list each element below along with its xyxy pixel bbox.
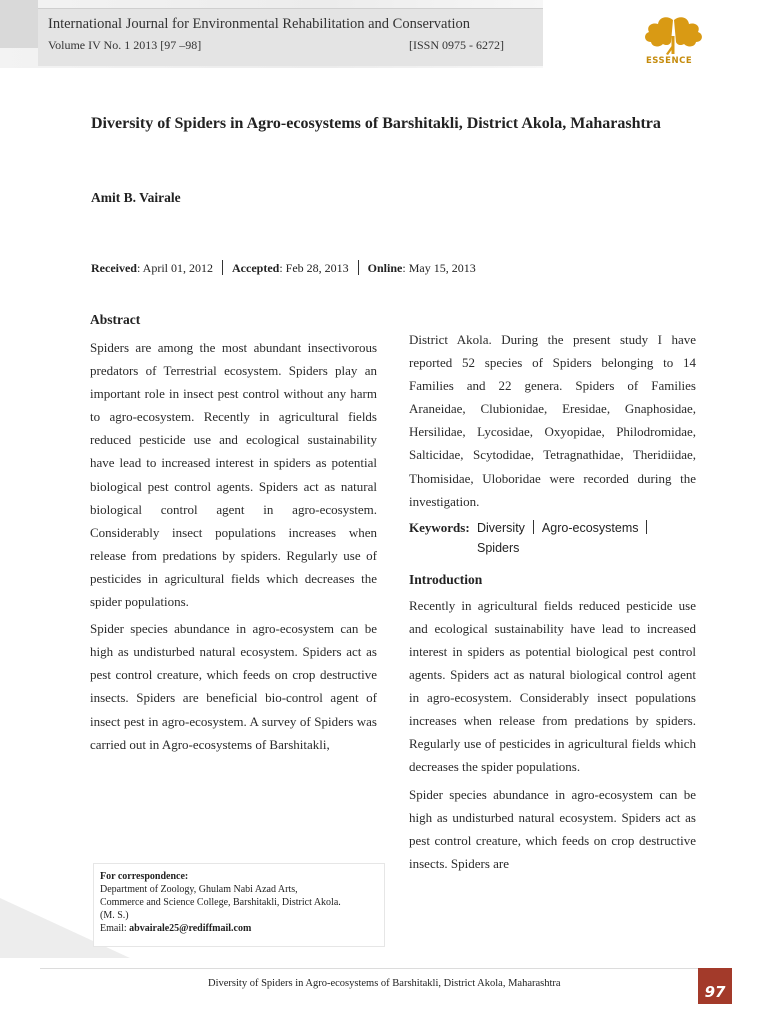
leaf-icon	[645, 17, 702, 55]
keywords-label: Keywords:	[409, 519, 470, 535]
introduction-heading: Introduction	[409, 571, 483, 587]
received-date: : April 01, 2012	[136, 261, 213, 275]
keyword: Agro-ecosystems	[541, 520, 639, 535]
footer-divider	[40, 968, 732, 969]
abstract-paragraph-3: District Akola. During the present study I have reported 52 species of Spiders belonging to 14 Families and 22 genera. Spiders of Families Araneidae, Clubionidae, Eresidae, Gnaphosidae, Hersilidae, Lycosidae, Oxyopidae, Philodromidae, Salticidae, Scytodidae, Tetragnathidae, Theridiidae, Thomisidae, Uloboridae were recorded during the investigation.	[409, 332, 696, 509]
keyword-separator	[646, 520, 647, 534]
article-author: Amit B. Vairale	[91, 190, 181, 205]
keywords-list	[477, 518, 655, 558]
online-date: : May 15, 2013	[402, 261, 476, 275]
journal-issn: [ISSN 0975 - 6272]	[409, 38, 504, 52]
online-label: Online	[367, 261, 403, 275]
introduction-paragraph-1: Recently in agricultural fields reduced pesticide use and ecological sustainability have lead to increased interest in spiders as potential biological pest control agents. Spiders act as natural biological control agent in agro-ecosystem. Considerably insect populations increases when release from predations by spiders. Regularly use of pesticides in agricultural fields which decreases the spider populations.	[409, 597, 696, 775]
keyword-separator	[533, 520, 534, 534]
email-label: Email:	[100, 923, 130, 934]
page-number: 97	[698, 968, 732, 1004]
journal-name: International Journal for Environmental Rehabilitation and Conservation	[48, 16, 471, 32]
keyword: Spiders	[477, 540, 520, 555]
left-column	[90, 310, 377, 756]
keyword: Diversity	[477, 520, 525, 535]
date-separator	[222, 260, 223, 275]
date-separator	[358, 260, 359, 275]
correspondence-line: (M. S.)	[100, 910, 129, 921]
article-dates	[91, 260, 476, 276]
received-label: Received	[91, 261, 137, 275]
correspondence-line: Department of Zoology, Ghulam Nabi Azad Arts,	[100, 884, 298, 895]
correspondence-email-row	[100, 922, 378, 935]
running-title: Diversity of Spiders in Agro-ecosystems of Barshitakli, District Akola, Maharashtra	[208, 978, 561, 989]
right-column	[409, 328, 696, 875]
journal-volume: Volume IV No. 1 2013 [97 –98]	[48, 38, 202, 52]
article-title: Diversity of Spiders in Agro-ecosystems of Barshitakli, District Akola, Maharashtra	[91, 115, 661, 132]
keywords	[409, 518, 696, 558]
introduction-paragraph-2: Spider species abundance in agro-ecosystem can be high as undisturbed natural ecosystem. Spiders act as pest control creature, which feeds on crop destructive insects. Spiders are	[409, 786, 696, 871]
accepted-date: : Feb 28, 2013	[279, 261, 349, 275]
correspondence-box	[93, 863, 385, 947]
correspondence-line: Commerce and Science College, Barshitakli, District Akola.	[100, 897, 341, 908]
email-address[interactable]: abvairale25@rediffmail.com	[129, 923, 252, 934]
correspondence-title: For correspondence:	[100, 871, 189, 882]
accepted-label: Accepted	[232, 261, 280, 275]
abstract-paragraph-1: Spiders are among the most abundant insectivorous predators of Terrestrial ecosystem. Spiders play an important role in insect pest control without any harm to agro-ecosystem. Recently in agricultural fields reduced pesticide use and ecological sustainability have lead to increased interest in spiders as potential biological pest control agents. Spiders act as natural biological control agent in agro-ecosystem. Considerably insect populations increases when release from predations by spiders. Regularly use of pesticides in agricultural fields which decreases the spider populations.	[90, 340, 377, 610]
abstract-paragraph-2: Spider species abundance in agro-ecosystem can be high as undisturbed natural ecosystem. Spiders act as pest control creature, which feeds on crop destructive insects. Spiders are beneficial bio-control agent of insect pest in agro-ecosystem. A survey of Spiders was carried out in Agro-ecosystems of Barshitakli,	[90, 621, 377, 752]
abstract-heading: Abstract	[90, 312, 141, 327]
header-band-accent	[0, 0, 38, 48]
logo-wordmark: ESSENCE	[646, 56, 693, 66]
